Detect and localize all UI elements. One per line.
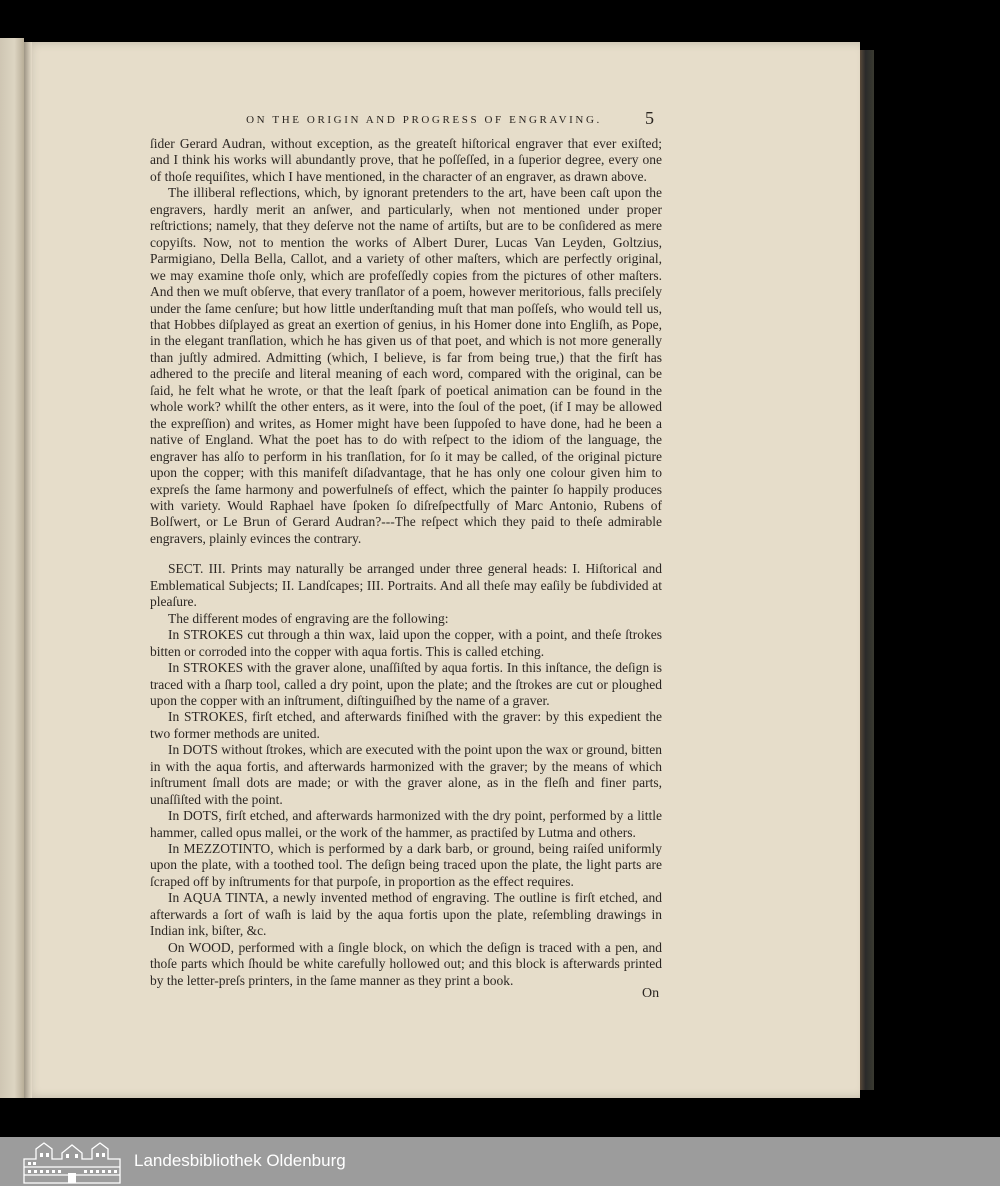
facing-page-edge [0,38,24,1098]
page-gutter-shadow [24,42,32,1098]
paragraph: In DOTS, firſt etched, and afterwards harmonized with the dry point, performed by a little hammer, called opus mallei, or the work of the hammer, as practiſed by Lutma and others. [150,808,662,840]
book-fore-edge [860,50,874,1090]
library-name: Landesbibliothek Oldenburg [134,1151,346,1170]
paragraph: The different modes of engraving are the following: [168,610,449,626]
footer-bar [0,1137,1000,1186]
page-number: 5 [645,108,654,128]
paragraph: In STROKES with the graver alone, unaſſiſted by aqua fortis. In this inſtance, the deſign is traced with a ſharp tool, called a dry point, upon the plate; and the ſtrokes are cut or ploughed upon the copper with an inſtrument, diſtinguiſhed by the name of a graver. [150,660,662,708]
running-head: ON THE ORIGIN AND PROGRESS OF ENGRAVING. [246,114,602,126]
paragraph: In AQUA TINTA, a newly invented method of engraving. The outline is firſt etched, and afterwards a ſort of waſh is laid by the aqua fortis upon the plate, reſembling drawings in Indian ink, biſter, &c. [150,890,662,939]
catchword: On [642,986,660,1001]
section-heading-paragraph: SECT. III. Prints may naturally be arranged under three general heads: I. Hiſtorical and Emblematical Subjects; II. Landſcapes; III. Portraits. And all theſe may eaſily be ſubdivided at pleaſure. [150,561,662,610]
paragraph: On WOOD, performed with a ſingle block, on which the deſign is traced with a pen, and thoſe parts which ſhould be white carefully hollowed out; and this block is afterwards printed by the letter-preſs printers, in the ſame manner as they print a book. [150,939,662,988]
paragraph: In STROKES, firſt etched, and afterwards finiſhed with the graver: by this expedient the two former methods are united. [150,709,662,741]
paragraph: In STROKES cut through a thin wax, laid upon the copper, with a point, and theſe ſtrokes bitten or corroded into the copper with aqua fortis. This is called etching. [150,627,662,659]
paragraph: ſider Gerard Audran, without exception, as the greateſt hiſtorical engraver that ever exiſted; and I think his works will abundantly prove, that he poſſeſſed, in a ſuperior degree, every one of thoſe requiſites, which I have mentioned, in the character of an engraver, as drawn above. [150,136,662,184]
paragraph: In MEZZOTINTO, which is performed by a dark barb, or ground, being raiſed uniformly upon the plate, with a toothed tool. The deſign being traced upon the plate, the light parts are ſcraped off by inſtruments for that purpoſe, in proportion as the effect requires. [150,841,662,889]
body-text [150,136,662,989]
paragraph: The illiberal reflections, which, by ignorant pretenders to the art, have been caſt upon the engravers, hardly merit an anſwer, and particularly, when not mentioned under proper reſtrictions; namely, that they deſerve not the name of artiſts, but are to be conſidered as mere copyiſts. Now, not to mention the works of Albert Durer, Lucas Van Leyden, Goltzius, Parmigiano, Della Bella, Callot, and a variety of other maſters, which are perfectly original, we may examine thoſe only, which are profeſſedly copies from the pictures of other maſters. And then we muſt obſerve, that every tranſlator of a poem, however meritorious, falls preciſely under the ſame cenſure; but how little underſtanding muſt that man poſſeſs, who would tell us, that Hobbes diſplayed as great an exertion of genius, in his Homer done into Engliſh, as Pope, in the elegant tranſlation, which he has given us of that poet, and which is not more generally than juſtly admired. Admitting (which, I believe, is far from being true,) that the firſt has adhered to the preciſe and literal meaning of each word, compared with the original, can be ſaid, he felt what he wrote, or that the leaſt ſpark of poetical animation can be found in the whole work? whilſt the other enters, as it were, into the ſoul of the poet, (if I may be allowed the expreſſion) and writes, as Homer might have been ſuppoſed to have done, had he been a native of England. What the poet has to do with reſpect to the idiom of the language, the engraver has alſo to perform in his tranſlation, for ſo it may be called, of the original picture upon the copper; with this manifeſt diſadvantage, that he has only one colour given him to expreſs the ſame harmony and powerfulneſs of effect, which the painter ſo happily produces with variety. Would Raphael have ſpoken ſo diſreſpectfully of Marc Antonio, Rubens of Bolſwert, or Le Brun of Gerard Audran?---The reſpect which they paid to theſe admirable engravers, plainly evinces the contrary. [150,185,662,546]
paragraph: In DOTS without ſtrokes, which are executed with the point upon the wax or ground, bitten in with the aqua fortis, and afterwards harmonized with the graver; by the means of which inſtrument ſmall dots are made; or with the graver alone, as in the fleſh and finer parts, unaſſiſted with the point. [150,742,662,807]
library-building-icon [22,1139,122,1184]
